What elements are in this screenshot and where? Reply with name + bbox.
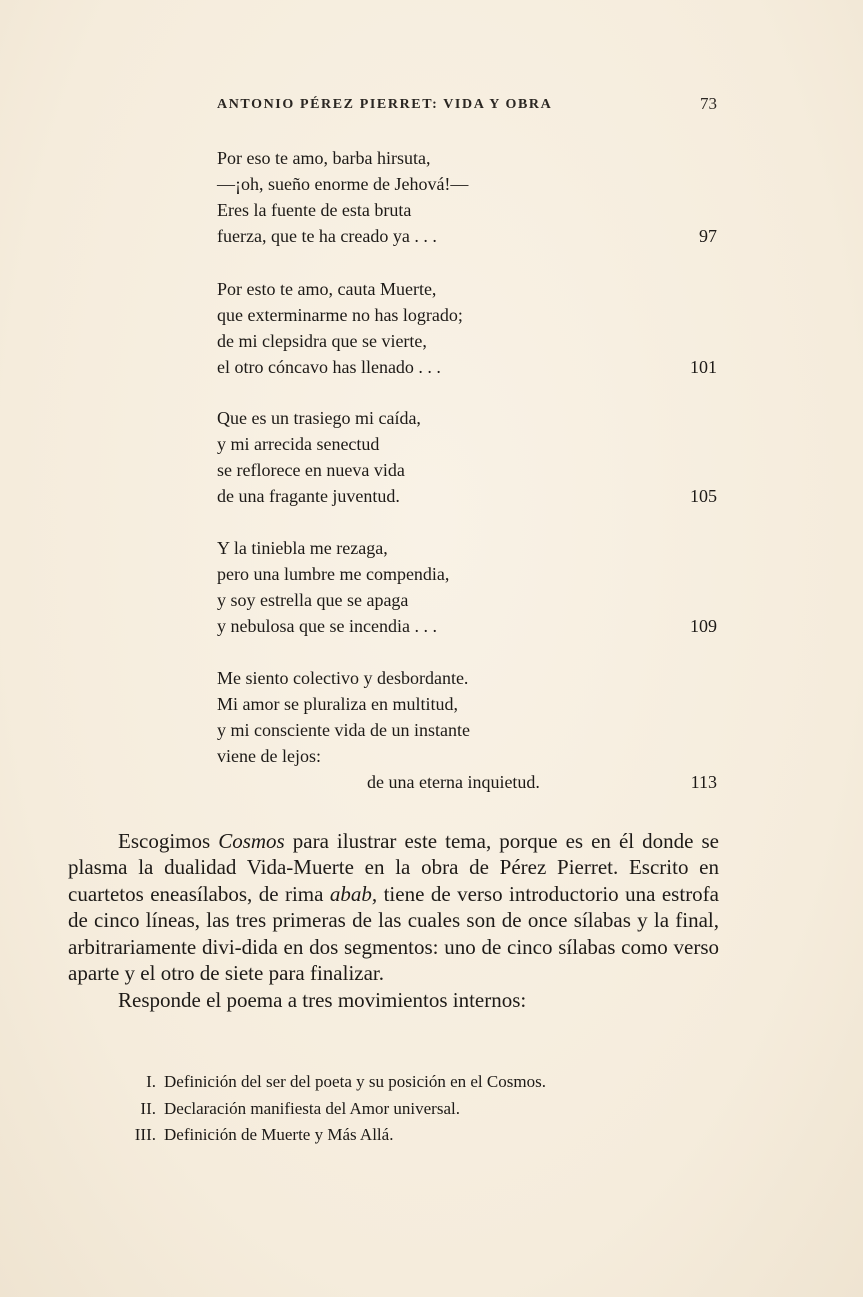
verse-text: y soy estrella que se apaga bbox=[217, 590, 409, 610]
page-number: 73 bbox=[700, 94, 717, 113]
verse-text: Me siento colectivo y desbordante. bbox=[217, 668, 469, 688]
line-number: 101 bbox=[690, 357, 717, 377]
verse-line bbox=[217, 405, 717, 431]
paragraph-text: para ilustrar este tema, porque es en él donde se plasma la dualidad Vida-Muerte en la obra de Pérez Pierret. Escrito en cuartetos eneasílabos, de rima bbox=[68, 829, 719, 906]
paragraph: Responde el poema a tres movimientos internos: bbox=[118, 988, 527, 1013]
paragraph bbox=[68, 828, 719, 986]
poem-stanza-5 bbox=[217, 665, 717, 795]
poem-stanza-4 bbox=[217, 535, 717, 639]
line-number: 109 bbox=[690, 616, 717, 636]
verse-line bbox=[217, 328, 717, 354]
list-numeral: III. bbox=[134, 1125, 156, 1144]
verse-line bbox=[217, 665, 717, 691]
verse-line bbox=[217, 587, 717, 613]
list-item bbox=[118, 1096, 718, 1123]
commentary bbox=[68, 828, 719, 1014]
verse-text: y nebulosa que se incendia . . . bbox=[217, 616, 437, 636]
verse-line bbox=[217, 302, 717, 328]
verse-text: de una eterna inquietud. bbox=[367, 772, 540, 792]
poem-stanza-3 bbox=[217, 405, 717, 509]
verse-line bbox=[217, 354, 717, 380]
verse-line bbox=[217, 171, 717, 197]
verse-text: Eres la fuente de esta bruta bbox=[217, 200, 412, 220]
poem-stanza-1 bbox=[217, 145, 717, 249]
paragraph-text: Escogimos bbox=[118, 829, 219, 853]
verse-line bbox=[217, 431, 717, 457]
verse-line bbox=[217, 145, 717, 171]
verse-text: pero una lumbre me compendia, bbox=[217, 564, 450, 584]
verse-text: se reflorece en nueva vida bbox=[217, 460, 405, 480]
paragraph-text: tiene de verso introductorio una estrofa de cinco líneas, las tres primeras de las cuales son de once sílabas y la final, arbitrariamente divi-dida en dos segmentos: uno de cinco sílabas como verso aparte y el otro de siete para finalizar. bbox=[68, 881, 719, 986]
verse-line bbox=[217, 457, 717, 483]
list-item bbox=[118, 1069, 718, 1096]
verse-text: fuerza, que te ha creado ya . . . bbox=[217, 226, 437, 246]
list-text: Definición del ser del poeta y su posición en el Cosmos. bbox=[164, 1072, 546, 1091]
verse-line bbox=[217, 483, 717, 509]
verse-line bbox=[217, 197, 717, 223]
list-text: Definición de Muerte y Más Allá. bbox=[164, 1125, 394, 1144]
verse-text: de una fragante juventud. bbox=[217, 486, 400, 506]
verse-line bbox=[217, 769, 717, 795]
list-text: Declaración manifiesta del Amor universal. bbox=[164, 1098, 460, 1118]
verse-line bbox=[217, 561, 717, 587]
poem-stanza-2 bbox=[217, 276, 717, 380]
verse-text: de mi clepsidra que se vierte, bbox=[217, 331, 427, 351]
list-numeral: I. bbox=[146, 1072, 156, 1091]
line-number: 113 bbox=[690, 772, 717, 792]
verse-line bbox=[217, 743, 717, 769]
verse-line bbox=[217, 276, 717, 302]
verse-text: Por esto te amo, cauta Muerte, bbox=[217, 279, 437, 299]
rhyme-scheme: abab, bbox=[329, 881, 378, 906]
verse-text: Que es un trasiego mi caída, bbox=[217, 408, 421, 428]
line-number: 97 bbox=[699, 226, 717, 246]
line-number: 105 bbox=[690, 486, 717, 506]
verse-line bbox=[217, 223, 717, 249]
verse-line bbox=[217, 691, 717, 717]
movements-list bbox=[118, 1069, 718, 1149]
verse-text: que exterminarme no has logrado; bbox=[217, 305, 463, 325]
verse-line bbox=[217, 717, 717, 743]
verse-text: Mi amor se pluraliza en multitud, bbox=[217, 694, 458, 714]
list-item bbox=[118, 1122, 718, 1149]
verse-line bbox=[217, 535, 717, 561]
verse-line bbox=[217, 613, 717, 639]
verse-text: Y la tiniebla me rezaga, bbox=[217, 538, 388, 558]
running-head: ANTONIO PÉREZ PIERRET: VIDA Y OBRA bbox=[217, 97, 553, 112]
verse-text: Por eso te amo, barba hirsuta, bbox=[217, 148, 431, 168]
poem-title: Cosmos bbox=[218, 829, 285, 853]
verse-text: viene de lejos: bbox=[217, 746, 321, 766]
verse-text: y mi arrecida senectud bbox=[217, 434, 380, 454]
list-numeral: II. bbox=[140, 1098, 156, 1118]
verse-text: el otro cóncavo has llenado . . . bbox=[217, 357, 441, 377]
verse-text: —¡oh, sueño enorme de Jehová!— bbox=[217, 174, 469, 194]
verse-text: y mi consciente vida de un instante bbox=[217, 720, 470, 740]
